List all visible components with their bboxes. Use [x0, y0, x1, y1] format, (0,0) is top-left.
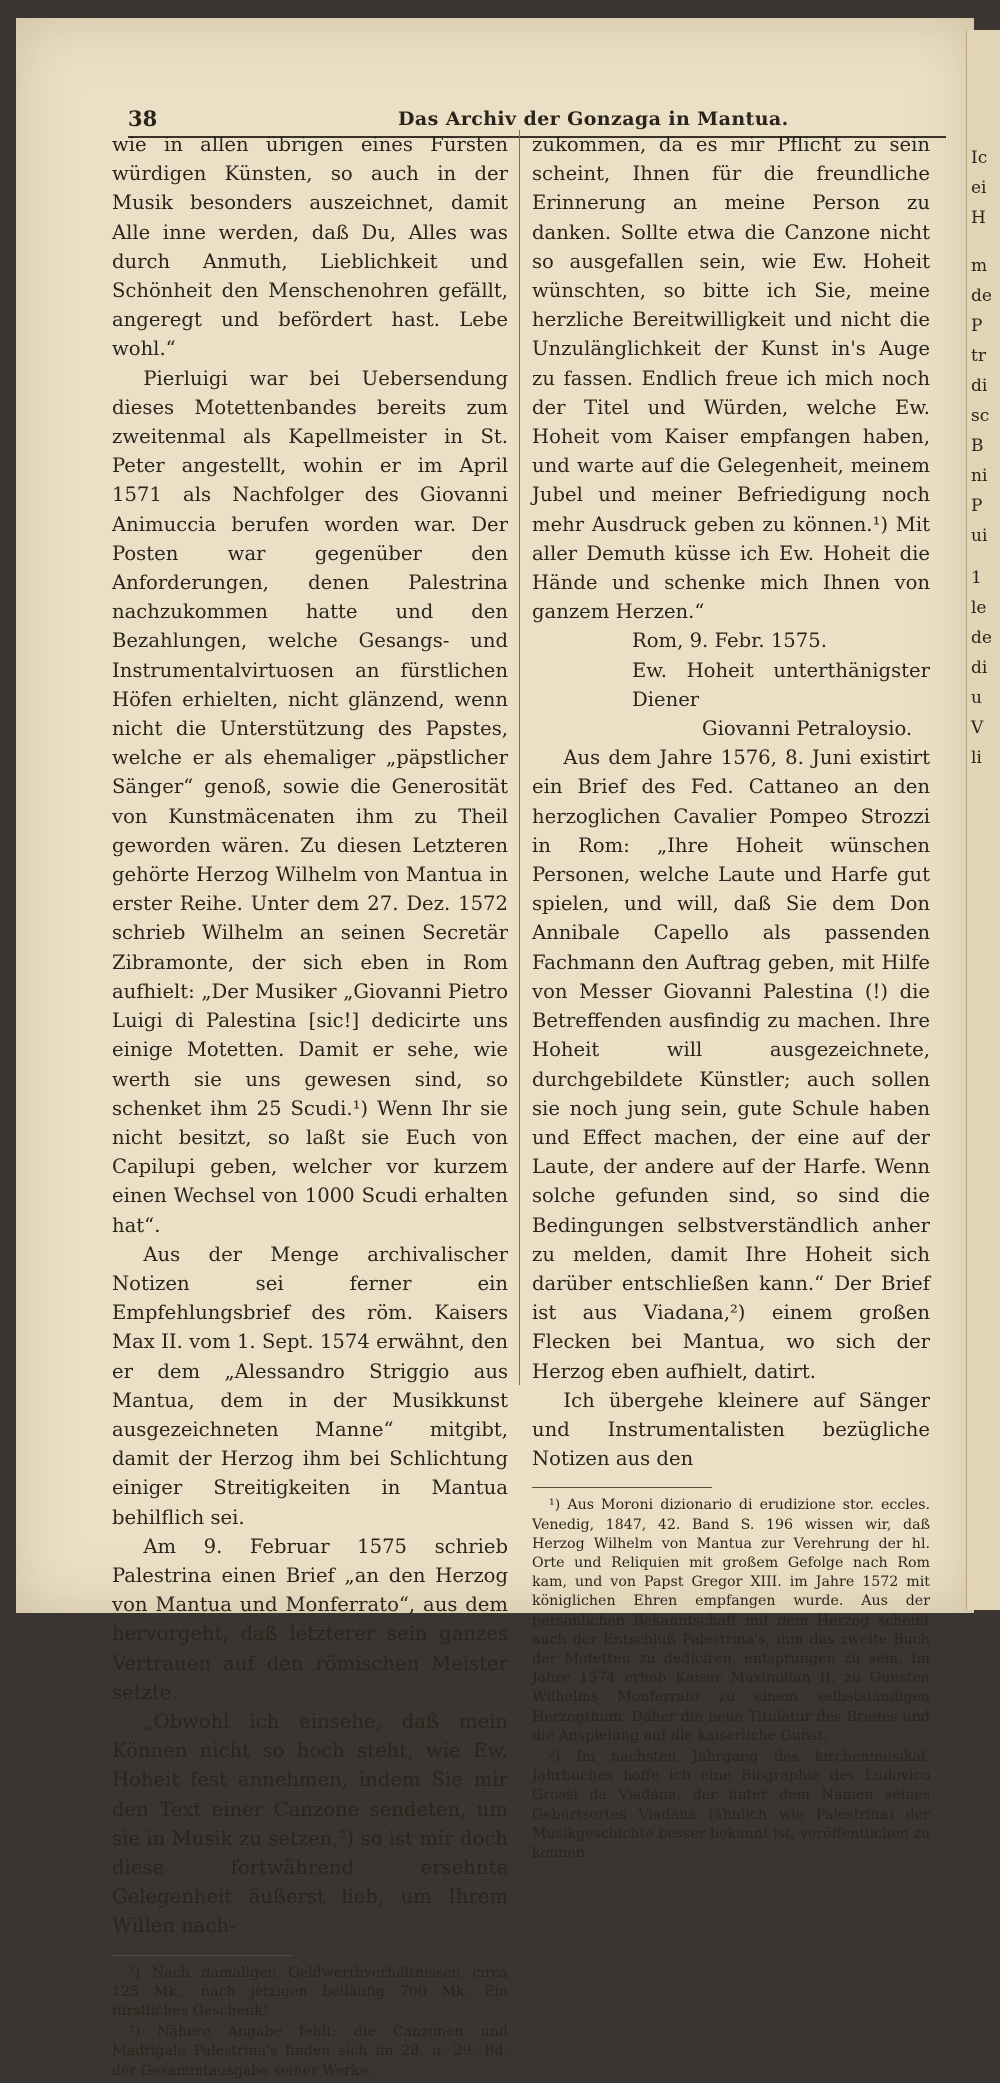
edge-fragment: 1: [971, 568, 982, 588]
left-paragraph-5: „Obwohl ich einsehe, daß mein Können nicht so hoch steht, wie Ew. Hoheit fest annehmen, indem Sie mir den Text einer Canzone sendeten, um sie in Musik zu setzen,²) so ist mir doch diese fortwährend ersehnte Gelegenheit äußerst lieb, um Ihrem Willen nach-: [112, 1709, 508, 1938]
left-footnote-1: ¹) Nach damaligen Geldwerthverhältnissen circa 125 Mk.; nach jetzigen beiläufig 700 Mk. Ein fürstliches Geschenk!: [112, 1964, 508, 2019]
edge-fragment: ui: [971, 526, 988, 546]
footnote-divider: [112, 1955, 292, 1956]
edge-fragment: le: [971, 598, 987, 618]
right-footnote-2: ²) Im nächsten Jahrgang des kirchenmusikal. Jahrbuches hoffe ich eine Biographie des Ludovico Grossi da Viadana, der unter dem Namen seines Geburtsortes Viadana (ähnlich wie Palestrina) der Musikgeschichte besser bekannt ist, veröffentlichen zu können.: [532, 1748, 930, 1861]
letter-signature: Giovanni Petraloysio.: [702, 717, 913, 741]
column-divider: [519, 130, 520, 1385]
right-footnotes: [532, 1496, 930, 1863]
edge-fragment: di: [971, 658, 988, 678]
edge-fragment: B: [971, 436, 984, 456]
right-paragraph-3: Ich übergehe kleinere auf Sänger und Instrumentalisten bezügliche Notizen aus den: [532, 1388, 930, 1471]
left-paragraph-4: Am 9. Februar 1575 schrieb Palestrina einen Brief „an den Herzog von Mantua und Monferrato“, aus dem hervorgeht, daß letzterer sein ganzes Vertrauen auf den römischen Meister setzte.: [112, 1534, 508, 1704]
edge-fragment: li: [971, 748, 982, 768]
edge-fragment: u: [971, 688, 982, 708]
edge-fragment: H: [971, 208, 986, 228]
letter-closing: Ew. Hoheit unterthänigster Diener: [632, 658, 930, 711]
adjacent-page-edge: [966, 30, 1000, 1610]
right-footnote-1: ¹) Aus Moroni dizionario di erudizione stor. eccles. Venedig, 1847, 42. Band S. 196 wissen wir, daß Herzog Wilhelm von Mantua zur Verehrung der hl. Orte und Reliquien mit großem Gefolge nach Rom kam, und von Papst Gregor XIII. im Jahre 1572 mit königlichen Ehren empfangen wurde. Aus der persönlichen Bekanntschaft mit dem Herzog scheint auch der Entschluß Palestrina's, ihm das zweite Buch der Motetten zu dediciren, entsprungen zu sein. Im Jahre 1574 erhob Kaiser Maximilian II. zu Gunsten Wilhelms Monferrato zu einem selbstständigen Herzogthum. Daher die neue Titulatur des Briefes und die Anspielung auf die kaiserliche Gunst.: [532, 1497, 930, 1744]
edge-fragment: di: [971, 376, 988, 396]
edge-fragment: V: [971, 718, 984, 738]
left-footnote-2: ²) Nähere Angabe fehlt; die Canzonen und Madrigale Palestrina's finden sich im 28. u. 29. Bd. der Gesammtausgabe seiner Werke.: [112, 2024, 508, 2079]
edge-fragment: P: [971, 316, 983, 336]
edge-fragment: tr: [971, 346, 986, 366]
footnote-divider: [532, 1487, 712, 1488]
edge-fragment: Ic: [971, 148, 988, 168]
left-paragraph-1: wie in allen übrigen eines Fürsten würdigen Künsten, so auch in der Musik besonders auszeichnet, damit Alle inne werden, daß Du, Alles was durch Anmuth, Lieblichkeit und Schönheit den Menschenohren gefällt, angeregt und befördert hast. Lebe wohl.“: [112, 133, 508, 361]
right-paragraph-1: zukommen, da es mir Pflicht zu sein scheint, Ihnen für die freundliche Erinnerung an meine Person zu danken. Sollte etwa die Canzone nicht so ausgefallen sein, wie Ew. Hoheit wünschten, so bitte ich Sie, meine herzliche Bereitwilligkeit und nicht die Unzulänglichkeit der Kunst in's Auge zu fassen. Endlich freue ich mich noch der Titel und Würden, welche Ew. Hoheit vom Kaiser empfangen haben, und warte auf die Gelegenheit, meinem Jubel und meiner Befriedigung noch mehr Ausdruck geben zu können.¹) Mit aller Demuth küsse ich Ew. Hoheit die Hände und schenke mich Ihnen von ganzem Herzen.“: [532, 133, 930, 624]
page-number: 38: [128, 106, 158, 131]
running-title: Das Archiv der Gonzaga in Mantua.: [398, 108, 789, 130]
edge-fragment: ei: [971, 178, 987, 198]
right-column: [532, 130, 930, 1865]
edge-fragment: ni: [971, 466, 988, 486]
letter-place-date: Rom, 9. Febr. 1575.: [632, 629, 827, 653]
left-column: [112, 130, 508, 2083]
right-paragraph-2: Aus dem Jahre 1576, 8. Juni existirt ein Brief des Fed. Cattaneo an den herzoglichen Cavalier Pompeo Strozzi in Rom: „Ihre Hoheit wünschen Personen, welche Laute und Harfe gut spielen, und will, daß Sie dem Don Annibale Capello als passenden Fachmann den Auftrag geben, mit Hilfe von Messer Giovanni Palestina (!) die Betreffenden ausfindig zu machen. Ihre Hoheit will ausgezeichnete, durchgebildete Künstler; auch sollen sie noch jung sein, gute Schule haben und Effect machen, der eine auf der Laute, der andere auf der Harfe. Wenn solche gefunden sind, so sind die Bedingungen selbstverständlich anher zu melden, damit Ihre Hoheit sich darüber entschließen kann.“ Der Brief ist aus Viadana,²) einem großen Flecken bei Mantua, wo sich der Herzog eben aufhielt, datirt.: [532, 746, 930, 1383]
edge-fragment: m: [971, 256, 988, 276]
left-footnotes: [112, 1964, 508, 2081]
left-paragraph-2: Pierluigi war bei Uebersendung dieses Motettenbandes bereits zum zweitenmal als Kapellmeister in St. Peter angestellt, wohin er im April 1571 als Nachfolger des Giovanni Animuccia berufen worden war. Der Posten war gegenüber den Anforderungen, denen Palestrina nachzukommen hatte und den Bezahlungen, welche Gesangs- und Instrumentalvirtuosen an fürstlichen Höfen erhielten, nicht glänzend, wenn nicht die Unterstützung des Papstes, welche er als ehemaliger „päpstlicher Sänger“ genoß, sowie die Generosität von Kunstmäcenaten ihm zu Theil geworden wären. Zu diesen Letzteren gehörte Herzog Wilhelm von Mantua in erster Reihe. Unter dem 27. Dez. 1572 schrieb Wilhelm an seinen Secretär Zibramonte, der sich eben in Rom aufhielt: „Der Musiker „Giovanni Pietro Luigi di Palestina [sic!] dedicirte uns einige Motetten. Damit er sehe, wie werth sie uns gewesen sind, so schenket ihm 25 Scudi.¹) Wenn Ihr sie nicht besitzt, so laßt sie Euch von Capilupi geben, welcher vor kurzem einen Wechsel von 1000 Scudi erhalten hat“.: [112, 366, 508, 1237]
edge-fragment: de: [971, 628, 992, 648]
edge-fragment: sc: [971, 406, 990, 426]
edge-fragment: de: [971, 286, 992, 306]
edge-fragment: P: [971, 496, 983, 516]
left-paragraph-3: Aus der Menge archivalischer Notizen sei ferner ein Empfehlungsbrief des röm. Kaisers Max II. vom 1. Sept. 1574 erwähnt, den er dem „Alessandro Striggio aus Mantua, dem in der Musikkunst ausgezeichneten Manne“ mitgibt, damit der Herzog ihm bei Schlichtung einiger Streitigkeiten in Mantua behilflich sei.: [112, 1242, 508, 1529]
